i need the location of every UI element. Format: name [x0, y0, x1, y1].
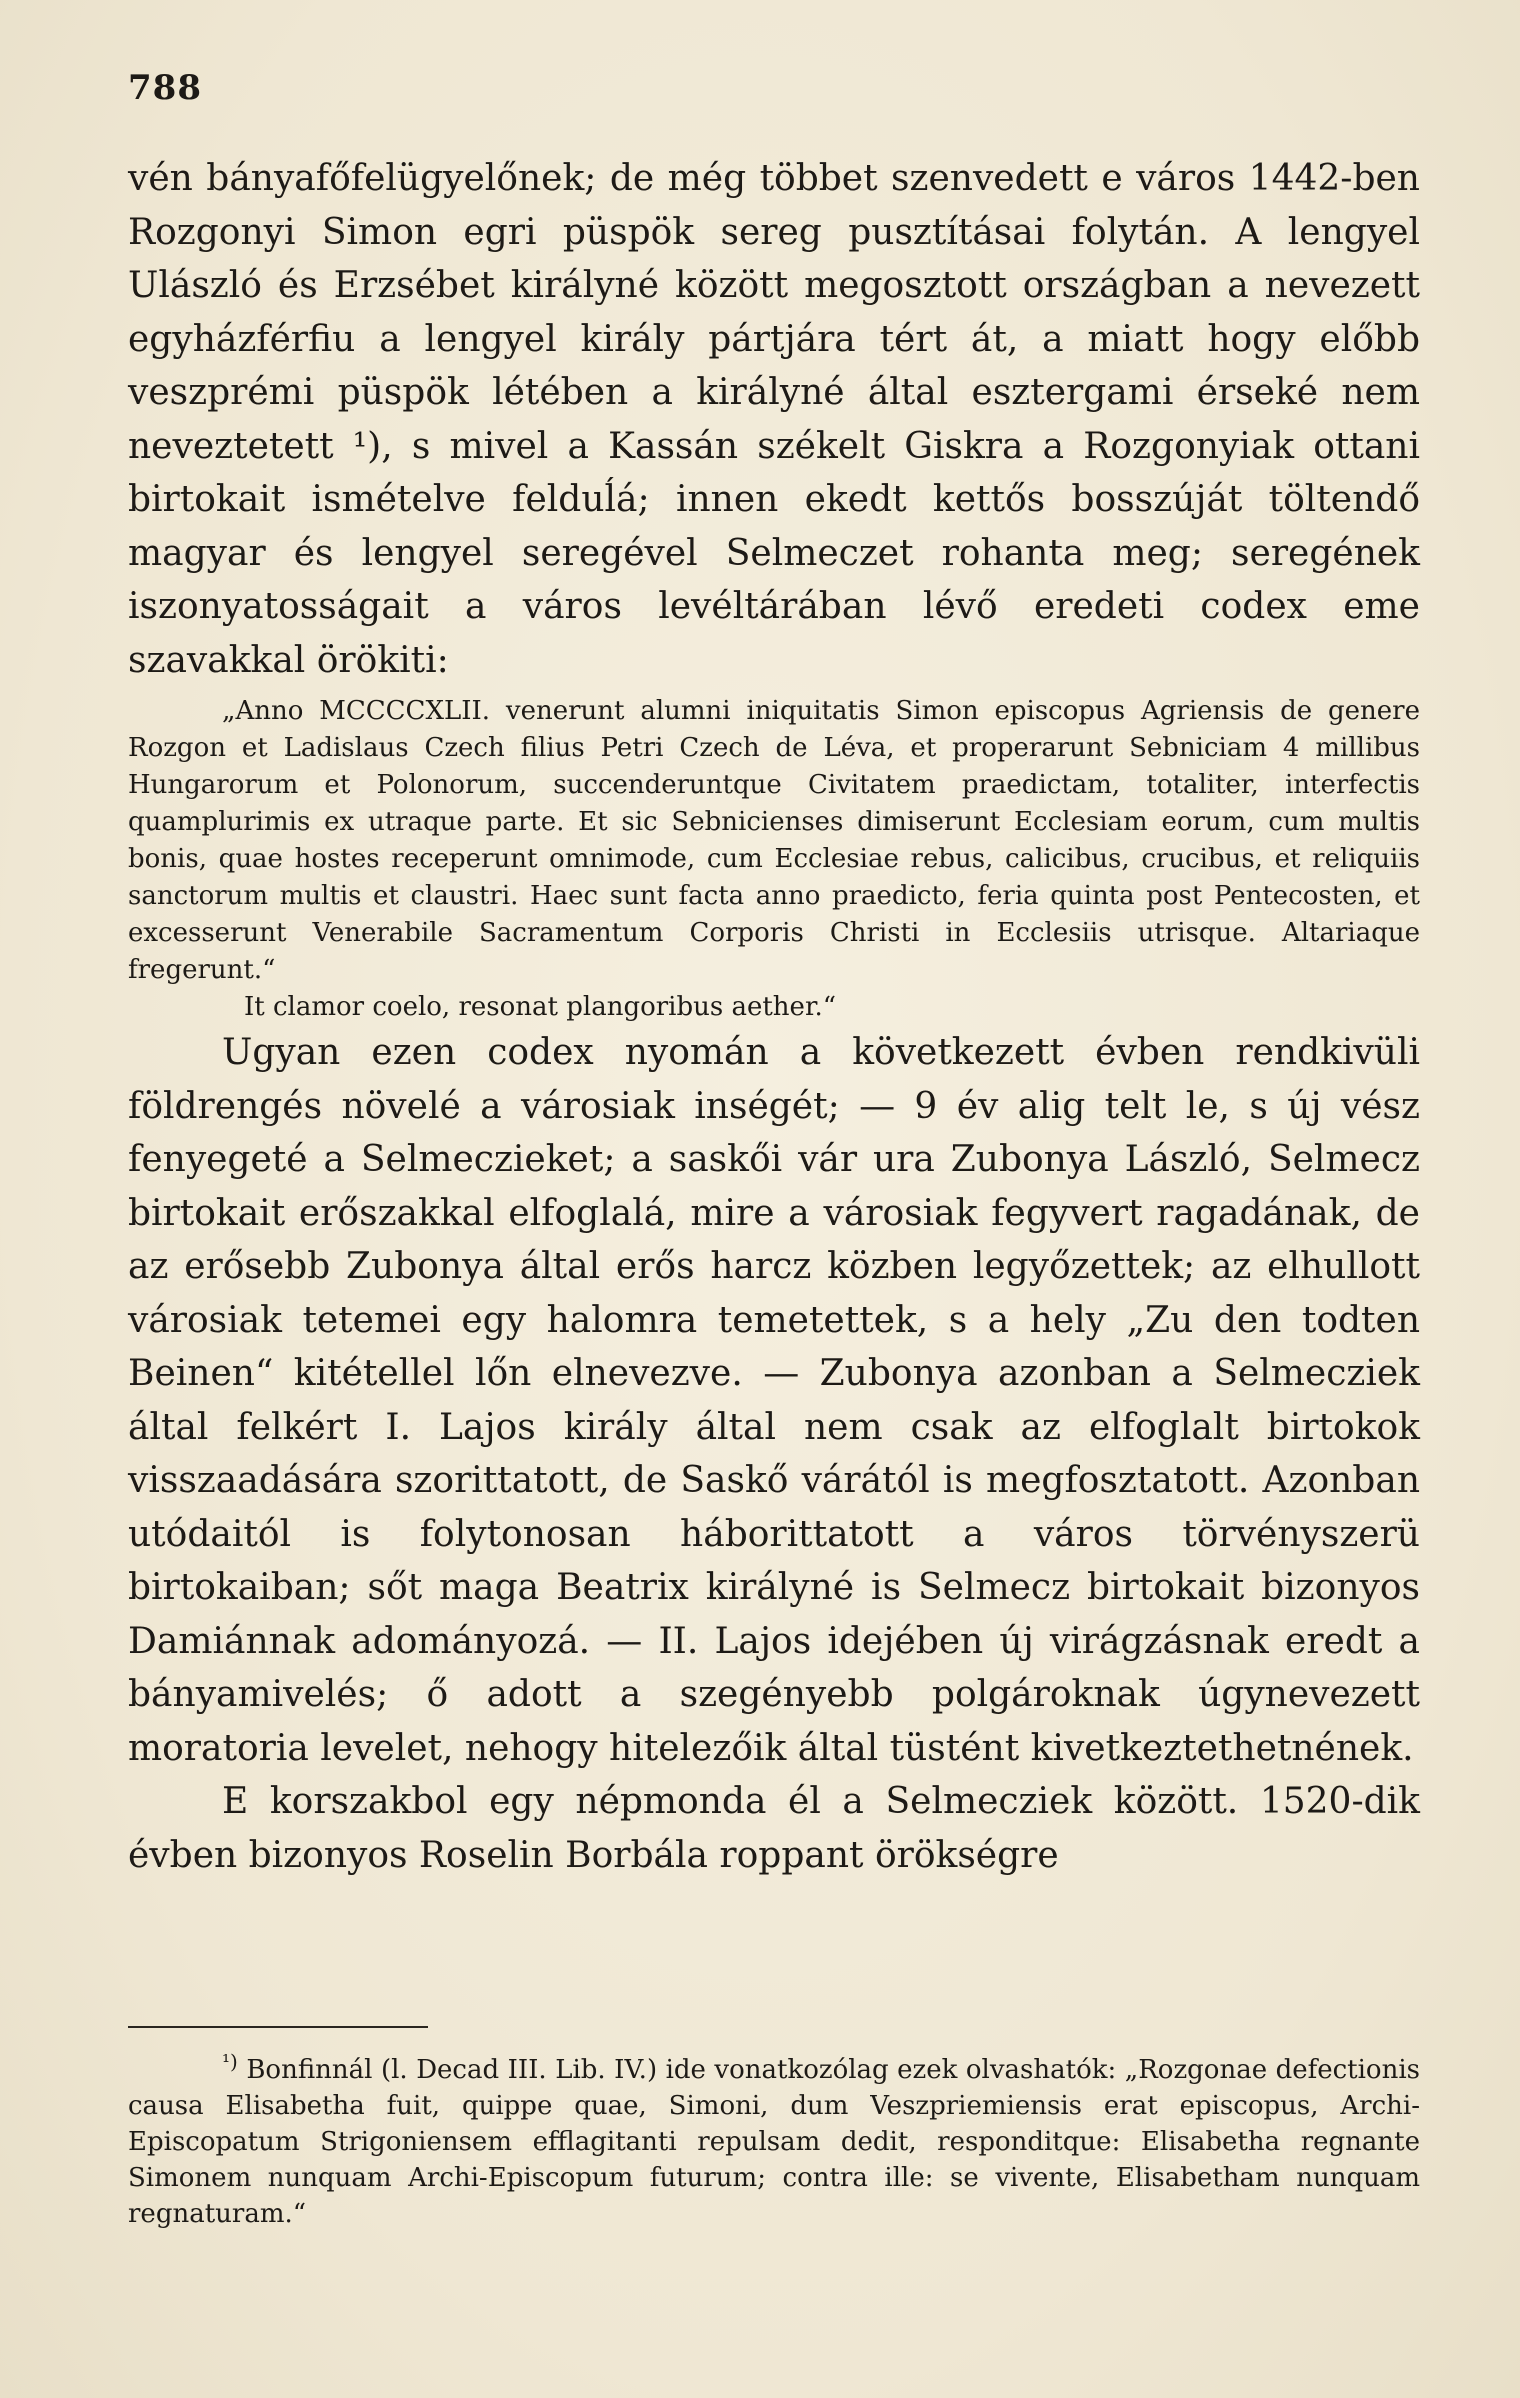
paragraph-korszak: E korszakbol egy népmonda él a Selmecziek között. 1520-dik évben bizonyos Roselin Borbála roppant örökségre	[128, 1781, 1420, 1876]
footnote-divider	[128, 2026, 428, 2028]
main-text	[128, 152, 1420, 1882]
paragraph-ugyan: Ugyan ezen codex nyomán a következett évben rendkivüli földrengés növelé a városiak inségét; — 9 év alig telt le, s új vész fenyegeté a Selmeczieket; a saskői vár ura Zubonya László, Selmecz birtokait erőszakkal elfoglalá, mire a városiak fegyvert ragadának, de az erősebb Zubonya által erős harcz közben legyőzettek; az elhullott városiak tetemei egy halomra temetettek, s a hely „Zu den todten Beinen“ kitétellel lőn elnevezve. — Zubonya azonban a Selmecziek által felkért I. Lajos király által nem csak az elfoglalt birtokok visszaadására szorittatott, de Saskő várától is megfosztatott. Azonban utódaitól is folytonosan háborittatott a város törvényszerü birtokaiban; sőt maga Beatrix királyné is Selmecz birtokait bizonyos Damiánnak adományozá. — II. Lajos idejében új virágzásnak eredt a bányamivelés; ő adott a szegényebb polgároknak úgynevezett moratoria levelet, nehogy hitelezőik által tüstént kivetkeztethetnének.	[128, 1032, 1420, 1769]
footnote-marker: ¹)	[222, 2049, 238, 2074]
footnote	[128, 2049, 1420, 2232]
footnote-body: Bonfinnál (l. Decad III. Lib. IV.) ide vonatkozólag ezek olvashatók: „Rozgonae defectionis causa Elisabetha fuit, quippe quae, Simoni, dum Veszpriemiensis erat episcopus, Archi-Episcopatum Strigoniensem efflagitanti repulsam dedit, responditque: Elisabetha regnante Simonem nunquam Archi-Episcopum futurum; contra ille: se vivente, Elisabetham nunquam regnaturam.“	[128, 2055, 1420, 2229]
paragraph-continued: vén bányafőfelügyelőnek; de még többet szenvedett e város 1442-ben Rozgonyi Simon egri püspök sereg pusztításai folytán. A lengyel Ulászló és Erzsébet királyné között megosztott országban a nevezett egyházférfiu a lengyel király pártjára tért át, a miatt hogy előbb veszprémi püspök létében a királyné által esztergami érseké nem neveztetett ¹), s mivel a Kassán székelt Giskra a Rozgonyiak ottani birtokait ismételve felduĺá; innen ekedt kettős bosszúját töltendő magyar és lengyel seregével Selmeczet rohanta meg; seregének iszonyatosságait a város levéltárában lévő eredeti codex eme szavakkal örökiti:	[128, 158, 1420, 681]
quotation-verse: It clamor coelo, resonat plangoribus aether.“	[244, 992, 837, 1022]
latin-quotation	[128, 693, 1420, 1026]
footnote-text	[128, 2049, 1420, 2232]
page-number: 788	[128, 68, 202, 108]
quotation-text: „Anno MCCCCXLII. venerunt alumni iniquitatis Simon episcopus Agriensis de genere Rozgon et Ladislaus Czech filius Petri Czech de Léva, et properarunt Sebniciam 4 millibus Hungarorum et Polonorum, succenderuntque Civitatem praedictam, totaliter, interfectis quamplurimis ex utraque parte. Et sic Sebnicienses dimiserunt Ecclesiam eorum, cum multis bonis, quae hostes receperunt omnimode, cum Ecclesiae rebus, calicibus, crucibus, et reliquiis sanctorum multis et claustri. Haec sunt facta anno praedicto, feria quinta post Pentecosten, et excesserunt Venerabile Sacramentum Corporis Christi in Ecclesiis utrisque. Altariaque fregerunt.“	[128, 696, 1420, 985]
